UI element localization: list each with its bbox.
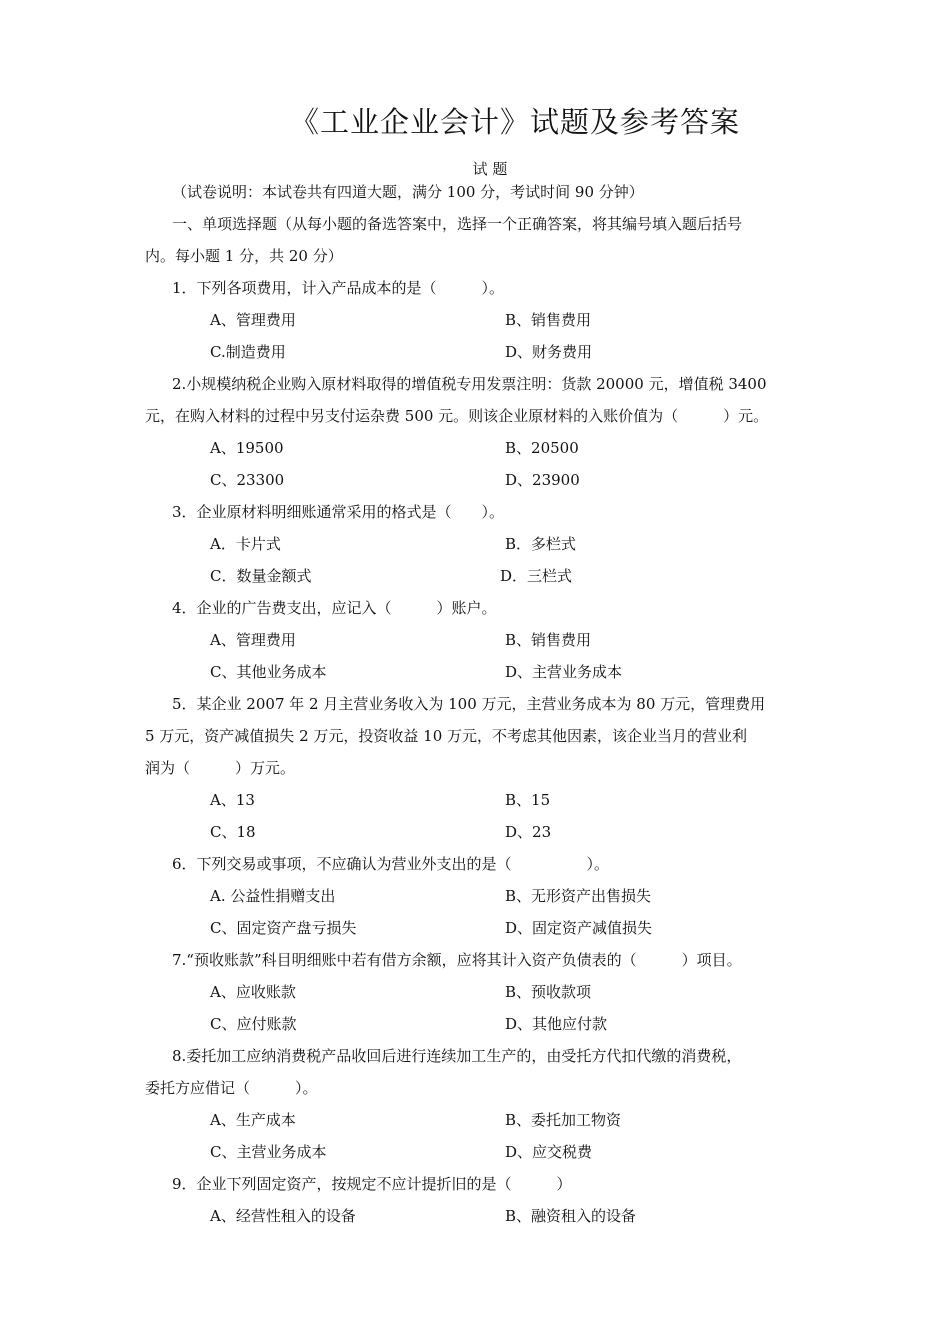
question-3-stem: 3．企业原材料明细账通常采用的格式是（ ）。 bbox=[172, 503, 505, 521]
question-5-stem-line3: 润为（ ）万元。 bbox=[145, 759, 296, 777]
question-9-stem: 9．企业下列固定资产，按规定不应计提折旧的是（ ） bbox=[172, 1175, 572, 1193]
question-9-option-a: A、经营性租入的设备 bbox=[210, 1207, 356, 1225]
question-2-stem-line2: 元，在购入材料的过程中另支付运杂费 500 元。则该企业原材料的入账价值为（ ）元。 bbox=[145, 407, 769, 425]
question-3-option-d: D．三栏式 bbox=[500, 567, 573, 585]
section-1-heading-line2: 内。每小题 1 分，共 20 分） bbox=[145, 247, 343, 265]
question-8-option-d: D、应交税费 bbox=[505, 1143, 593, 1161]
question-5-option-a: A、13 bbox=[210, 791, 255, 809]
question-2-option-c: C、23300 bbox=[210, 471, 285, 489]
question-6-option-b: B、无形资产出售损失 bbox=[505, 887, 652, 905]
question-6-option-c: C、固定资产盘亏损失 bbox=[210, 919, 357, 937]
question-7-stem: 7.“预收账款”科目明细账中若有借方余额，应将其计入资产负债表的（ ）项目。 bbox=[172, 951, 742, 969]
question-7-option-c: C、应付账款 bbox=[210, 1015, 297, 1033]
question-9-option-b: B、融资租入的设备 bbox=[505, 1207, 637, 1225]
question-8-stem-line1: 8.委托加工应纳消费税产品收回后进行连续加工生产的，由受托方代扣代缴的消费税， bbox=[172, 1047, 742, 1065]
question-4-stem: 4．企业的广告费支出，应记入（ ）账户。 bbox=[172, 599, 497, 617]
question-4-option-c: C、其他业务成本 bbox=[210, 663, 327, 681]
question-6-option-d: D、固定资产减值损失 bbox=[505, 919, 653, 937]
question-2-stem-line1: 2.小规模纳税企业购入原材料取得的增值税专用发票注明：货款 20000 元，增值税 3400 bbox=[172, 375, 767, 393]
question-1-option-c: C.制造费用 bbox=[210, 343, 286, 361]
question-1-stem: 1．下列各项费用，计入产品成本的是（ ）。 bbox=[172, 279, 505, 297]
section-heading: 试 题 bbox=[472, 160, 508, 178]
question-5-option-c: C、18 bbox=[210, 823, 256, 841]
question-8-option-b: B、委托加工物资 bbox=[505, 1111, 622, 1129]
question-3-option-c: C．数量金额式 bbox=[210, 567, 312, 585]
question-4-option-b: B、销售费用 bbox=[505, 631, 592, 649]
question-2-option-b: B、20500 bbox=[505, 439, 579, 457]
question-3-option-a: A．卡片式 bbox=[210, 535, 281, 553]
exam-instructions: （试卷说明：本试卷共有四道大题，满分 100 分，考试时间 90 分钟） bbox=[172, 183, 644, 201]
question-2-option-d: D、23900 bbox=[505, 471, 580, 489]
question-8-option-a: A、生产成本 bbox=[210, 1111, 296, 1129]
section-1-heading-line1: 一、单项选择题（从每小题的备选答案中，选择一个正确答案，将其编号填入题后括号 bbox=[172, 215, 743, 233]
question-4-option-d: D、主营业务成本 bbox=[505, 663, 623, 681]
question-7-option-d: D、其他应付款 bbox=[505, 1015, 608, 1033]
question-1-option-d: D、财务费用 bbox=[505, 343, 593, 361]
question-4-option-a: A、管理费用 bbox=[210, 631, 296, 649]
question-7-option-b: B、预收款项 bbox=[505, 983, 592, 1001]
document-title: 《工业企业会计》试题及参考答案 bbox=[289, 105, 740, 139]
question-3-option-b: B．多栏式 bbox=[505, 535, 577, 553]
question-8-option-c: C、主营业务成本 bbox=[210, 1143, 327, 1161]
question-5-option-d: D、23 bbox=[505, 823, 552, 841]
question-2-option-a: A、19500 bbox=[210, 439, 284, 457]
question-5-option-b: B、15 bbox=[505, 791, 551, 809]
question-1-option-a: A、管理费用 bbox=[210, 311, 296, 329]
question-5-stem-line2: 5 万元，资产减值损失 2 万元，投资收益 10 万元，不考虑其他因素，该企业当月的营业利 bbox=[145, 727, 748, 745]
question-6-stem: 6．下列交易或事项，不应确认为营业外支出的是（ ）。 bbox=[172, 855, 610, 873]
question-8-stem-line2: 委托方应借记（ ）。 bbox=[145, 1079, 318, 1097]
question-5-stem-line1: 5．某企业 2007 年 2 月主营业务收入为 100 万元，主营业务成本为 80 万元，管理费用 bbox=[172, 695, 766, 713]
question-7-option-a: A、应收账款 bbox=[210, 983, 296, 1001]
question-1-option-b: B、销售费用 bbox=[505, 311, 592, 329]
question-6-option-a: A. 公益性捐赠支出 bbox=[210, 887, 336, 905]
